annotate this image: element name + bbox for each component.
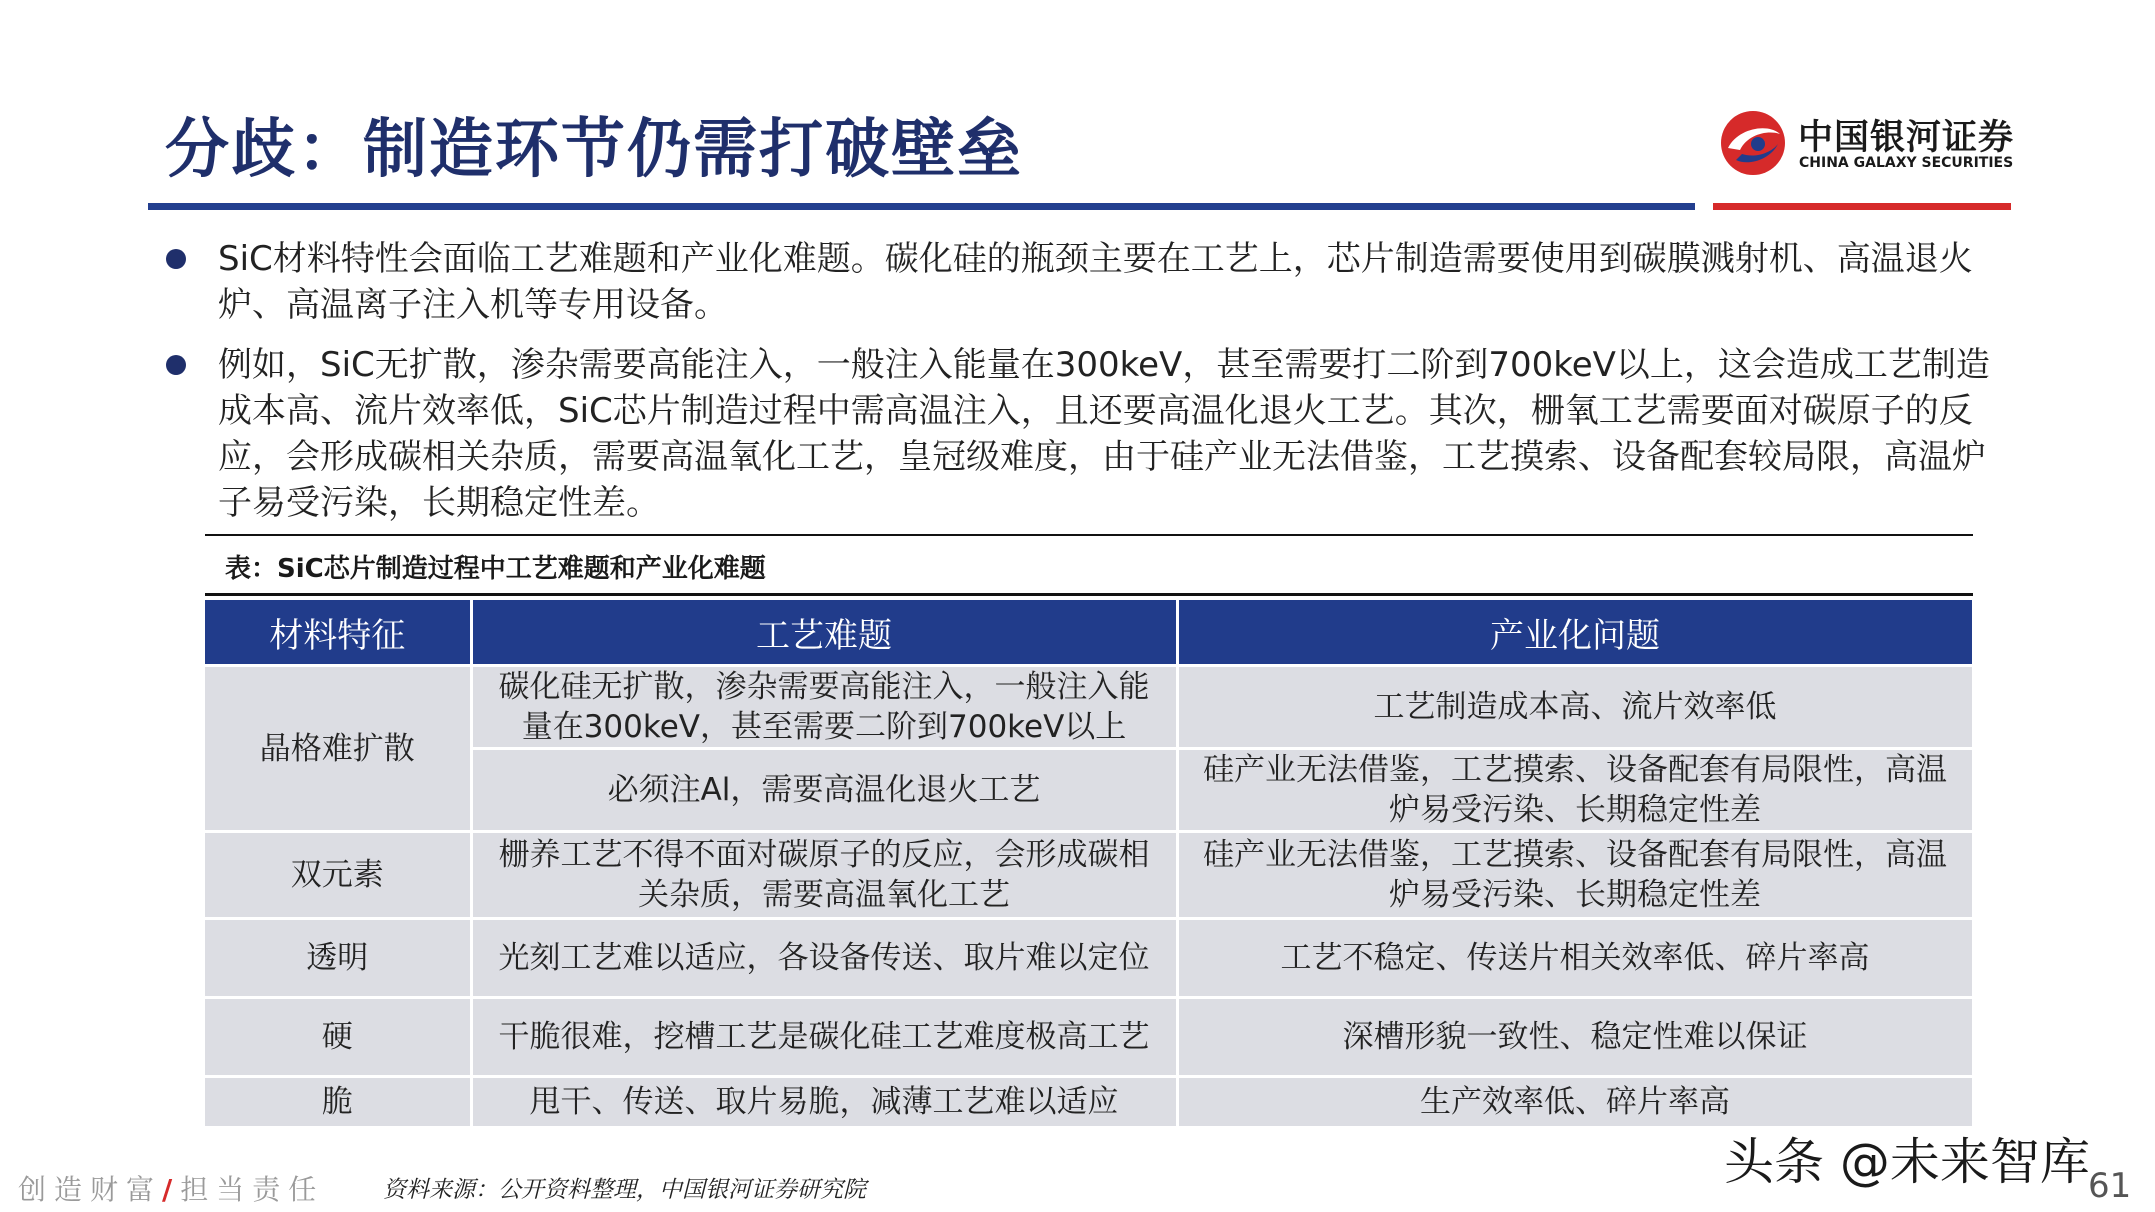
bullet-item [160,342,2000,526]
difficulty-table [205,600,1975,1126]
slogan-right: 担当责任 [180,1173,325,1206]
footer-slogan [18,1168,324,1208]
cell-process: 甩干、传送、取片易脆，减薄工艺难以适应 [471,1077,1177,1127]
bullet-dot-icon [166,355,186,375]
company-logo [1718,108,2018,178]
table-header-row [205,600,1973,666]
cell-process: 必须注Al，需要高温化退火工艺 [471,749,1177,832]
cell-feature: 脆 [205,1077,471,1127]
title-rule-red [1713,203,2011,210]
cell-process: 碳化硅无扩散，渗杂需要高能注入，一般注入能量在300keV，甚至需要二阶到700keV以上 [471,666,1177,749]
cell-industrial: 硅产业无法借鉴，工艺摸索、设备配套有局限性，高温炉易受污染、长期稳定性差 [1177,749,1973,832]
logo-english-name: CHINA GALAXY SECURITIES [1799,155,2014,171]
table-row [205,919,1973,998]
bullet-text: 例如，SiC无扩散，渗杂需要高能注入，一般注入能量在300keV，甚至需要打二阶到700keV以上，这会造成工艺制造成本高、流片效率低，SiC芯片制造过程中需高温注入，且还要高温化退火工艺。其次，栅氧工艺需要面对碳原子的反应，会形成碳相关杂质，需要高温氧化工艺，皇冠级难度，由于硅产业无法借鉴，工艺摸索、设备配套较局限，高温炉子易受污染，长期稳定性差。 [218,345,1990,523]
bullet-text: SiC材料特性会面临工艺难题和产业化难题。碳化硅的瓶颈主要在工艺上，芯片制造需要使用到碳膜溅射机、高温退火炉、高温离子注入机等专用设备。 [218,239,1973,325]
cell-process: 栅养工艺不得不面对碳原子的反应，会形成碳相关杂质，需要高温氧化工艺 [471,832,1177,919]
cell-industrial: 生产效率低、碎片率高 [1177,1077,1973,1127]
cell-industrial: 硅产业无法借鉴，工艺摸索、设备配套有局限性，高温炉易受污染、长期稳定性差 [1177,832,1973,919]
caption-rule-top [205,534,1973,536]
galaxy-logo-icon [1718,108,1788,178]
table-caption: 表：SiC芯片制造过程中工艺难题和产业化难题 [225,554,766,584]
cell-feature: 硬 [205,998,471,1077]
title-rule-blue [148,203,1695,210]
cell-process: 干脆很难，挖槽工艺是碳化硅工艺难度极高工艺 [471,998,1177,1077]
caption-rule-bottom [205,593,1973,596]
slogan-left: 创造财富 [18,1173,163,1206]
watermark-text: 头条 @未来智库 [1724,1133,2090,1191]
bullet-list [160,236,2000,540]
cell-industrial: 工艺不稳定、传送片相关效率低、碎片率高 [1177,919,1973,998]
cell-feature: 晶格难扩散 [205,666,471,832]
header-process: 工艺难题 [471,600,1177,666]
slogan-separator: / [162,1173,181,1206]
page-number: 61 [2088,1166,2132,1206]
page-title: 分歧：制造环节仍需打破壁垒 [165,113,1023,187]
bullet-item [160,236,2000,328]
bullet-dot-icon [166,249,186,269]
cell-process: 光刻工艺难以适应，各设备传送、取片难以定位 [471,919,1177,998]
header-feature: 材料特征 [205,600,471,666]
table-row [205,998,1973,1077]
table-row [205,749,1973,832]
logo-chinese-name: 中国银河证券 [1798,118,2015,158]
cell-industrial: 深槽形貌一致性、稳定性难以保证 [1177,998,1973,1077]
cell-industrial: 工艺制造成本高、流片效率低 [1177,666,1973,749]
table-row [205,1077,1973,1127]
cell-feature: 双元素 [205,832,471,919]
source-note: 资料来源：公开资料整理，中国银河证券研究院 [383,1177,866,1203]
header-industrial: 产业化问题 [1177,600,1973,666]
table-row [205,832,1973,919]
cell-feature: 透明 [205,919,471,998]
table-row [205,666,1973,749]
